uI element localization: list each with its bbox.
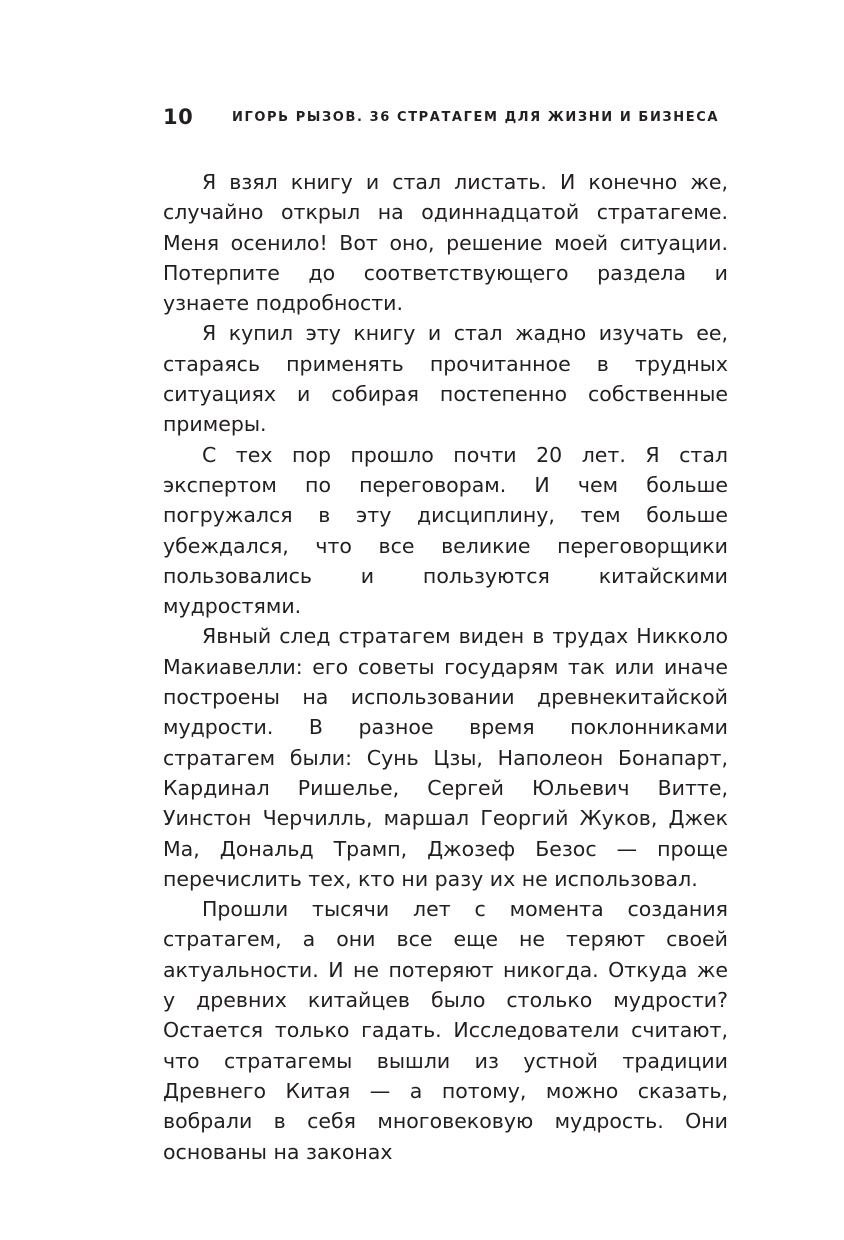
paragraph: Прошли тысячи лет с момента создания стратагем, а они все еще не теряют своей актуальности. И не потеряют никогда. Откуда же у древних китайцев было столько мудрости? Остается только гадать. Исследователи считают, что стратагемы вышли из устной традиции Древнего Китая — а потому, можно сказать, вобрали в себя многовековую мудрость. Они основаны на законах bbox=[163, 897, 728, 1164]
paragraph: Явный след стратагем виден в трудах Никколо Макиавелли: его советы государям так или иначе построены на использовании древнекитайской мудрости. В разное время поклонниками стратагем были: Сунь Цзы, Наполеон Бонапарт, Кардинал Ришелье, Сергей Юльевич Витте, Уинстон Черчилль, маршал Георгий Жуков, Джек Ма, Дональд Трамп, Джозеф Безос — проще перечислить тех, кто ни разу их не использовал. bbox=[163, 624, 728, 891]
page-number: 10 bbox=[163, 105, 194, 129]
running-header bbox=[163, 104, 728, 132]
paragraph: С тех пор прошло почти 20 лет. Я стал экспертом по переговорам. И чем больше погружался в эту дисциплину, тем больше убеждался, что все великие переговорщики пользовались и пользуются китайскими мудростями. bbox=[163, 442, 728, 619]
paragraph: Я взял книгу и стал листать. И конечно же, случайно открыл на одиннадцатой стратагеме. Меня осенило! Вот оно, решение моей ситуации. Потерпите до соответствующего раздела и узнаете подробности. bbox=[163, 170, 728, 316]
body-text bbox=[163, 167, 728, 1167]
running-title: ИГОРЬ РЫЗОВ. 36 СТРАТАГЕМ ДЛЯ ЖИЗНИ И БИЗНЕСА bbox=[232, 110, 720, 125]
paragraph: Я купил эту книгу и стал жадно изучать ее, стараясь применять прочитанное в трудных ситуациях и собирая постепенно собственные примеры. bbox=[163, 321, 728, 437]
